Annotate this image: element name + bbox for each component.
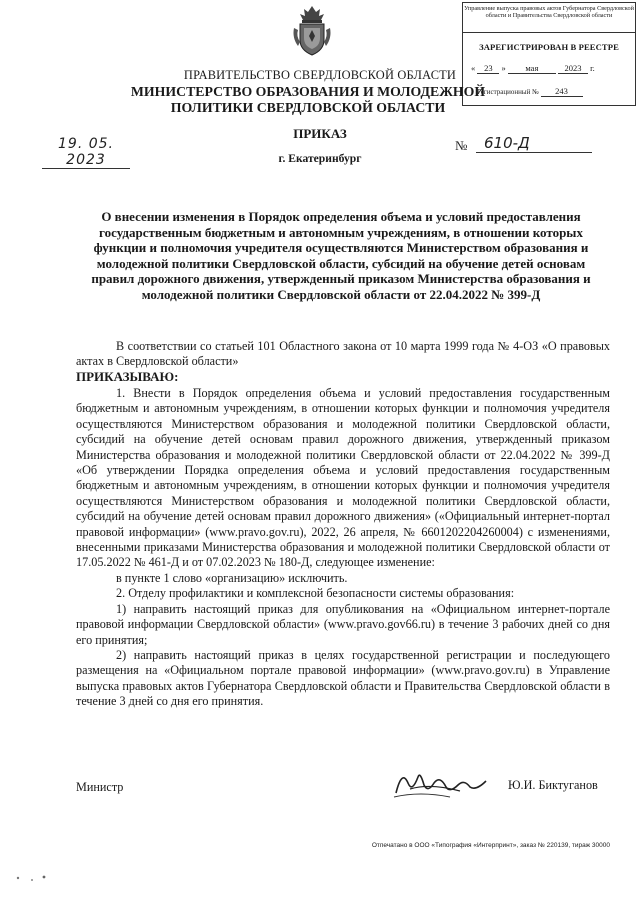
stamp-month: мая bbox=[508, 63, 556, 74]
coat-of-arms-icon bbox=[290, 4, 334, 58]
government-name: ПРАВИТЕЛЬСТВО СВЕРДЛОВСКОЙ ОБЛАСТИ bbox=[183, 68, 457, 82]
doc-number-label: № bbox=[455, 138, 468, 153]
item-1-change-paragraph: в пункте 1 слово «организацию» исключить. bbox=[116, 570, 348, 585]
stamp-reg-number: 243 bbox=[541, 86, 583, 97]
ministry-name: МИНИСТЕРСТВО ОБРАЗОВАНИЯ И МОЛОДЕЖНОЙ ПОЛИТИКИ СВЕРДЛОВСКОЙ ОБЛАСТИ bbox=[130, 84, 486, 115]
stamp-registered-label: ЗАРЕГИСТРИРОВАН В РЕЕСТРЕ bbox=[479, 42, 619, 52]
doc-city: г. Екатеринбург bbox=[278, 152, 362, 165]
stamp-year: 2023 bbox=[558, 63, 588, 74]
doc-type-heading: ПРИКАЗ bbox=[293, 126, 347, 141]
stamp-open-quote: « bbox=[471, 63, 476, 73]
scan-artifact-icon bbox=[12, 872, 72, 886]
stamp-reg-label: Регистрационный № bbox=[477, 88, 539, 96]
item-2-1-paragraph: 1) направить настоящий приказ для опубликования на «Официальном интернет-портале правовой информации Свердловской области» (www.pravo.gov66.ru) в течение 3 рабочих дней со дня его принятия; bbox=[76, 601, 610, 647]
signatory-title: Министр bbox=[76, 780, 124, 794]
signatory-name: Ю.И. Биктуганов bbox=[508, 778, 598, 792]
handwritten-signature-icon bbox=[390, 763, 490, 803]
registration-stamp bbox=[462, 2, 636, 106]
print-footer: Отпечатано в ООО «Типография «Интерпринт», заказ № 220139, тираж 30000 bbox=[371, 842, 610, 849]
item-2-2-paragraph: 2) направить настоящий приказ в целях государственной регистрации и последующего размещения на «Официальном портале правовой информации» (www.pravo.gov.ru) в Управление выпуска правовых актов Губернатора Свердловской области и Правительства Свердловской области в течение 3 дней со дня его принятия. bbox=[76, 647, 610, 709]
item-1-paragraph: 1. Внести в Порядок определения объема и условий предоставления государственным бюджетным и автономным учреждениям, в отношении которых функции и полномочия учредителя осуществляются Министерством образования и молодежной политики Свердловской области, субсидий на обучение детей основам правил дорожного движения, утвержденный приказом Министерства образования и молодежной политики Свердловской области от 22.04.2022 № 399-Д «Об утверждении Порядка определения объема и условий предоставления государственным бюджетным и автономным учреждениям, в отношении которых функции и полномочия учредителя осуществляются Министерством образования и молодежной политики Свердловской области, субсидий на обучение детей основам правил дорожного движения» («Официальный интернет-портал правовой информации» (www.pravo.gov.ru), 2022, 26 апреля, № 6601202204260004) с изменениями, внесенными приказами Министерства образования и молодежной политики Свердловской области от 17.05.2022 № 461-Д и от 07.02.2023 № 180-Д, следующее изменение: bbox=[76, 386, 610, 570]
stamp-authority: Управление выпуска правовых актов Губернатора Свердловской области и Правительства Свердловской области bbox=[463, 3, 635, 33]
doc-title: О внесении изменения в Порядок определения объема и условий предоставления государственным бюджетным и автономным учреждениям, в отношении которых функции и полномочия учредителя осуществляются Министерством образования и молодежной политики Свердловской области, субсидий на обучение детей основам правил дорожного движения, утвержденный приказом Министерства образования и молодежной политики Свердловской области от 22.04.2022 № 399-Д bbox=[91, 209, 591, 302]
stamp-day: 23 bbox=[477, 63, 499, 74]
item-2-paragraph: 2. Отделу профилактики и комплексной безопасности системы образования: bbox=[116, 586, 515, 601]
stamp-close-quote: » bbox=[501, 63, 506, 73]
order-items bbox=[76, 386, 610, 710]
doc-number-handwritten: 610-Д bbox=[476, 134, 592, 153]
stamp-year-suffix: г. bbox=[590, 63, 595, 73]
preamble-paragraph: В соответствии со статьей 101 Областного закона от 10 марта 1999 года № 4-ОЗ «О правовых актах в Свердловской области» bbox=[76, 339, 610, 369]
stamp-reg-number-row bbox=[463, 86, 635, 97]
doc-date-handwritten: 19. 05. 2023 bbox=[42, 136, 130, 169]
order-word: ПРИКАЗЫВАЮ: bbox=[76, 369, 179, 384]
preamble-block bbox=[76, 339, 610, 370]
